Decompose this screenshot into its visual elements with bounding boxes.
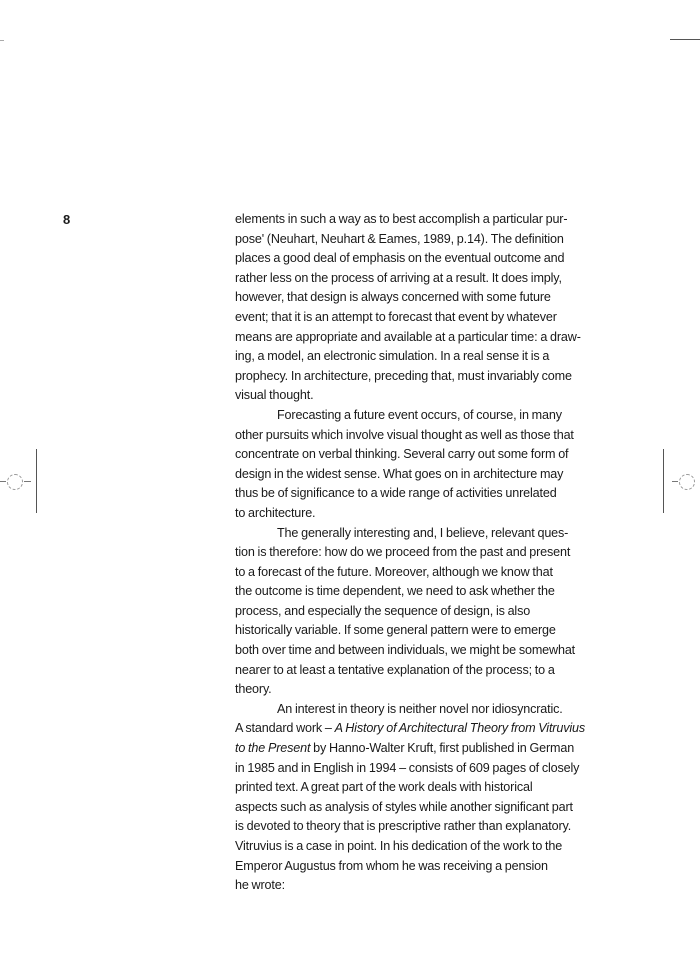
text-line: however, that design is always concerned with some future (235, 290, 551, 305)
text-run: by Hanno-Walter Kruft, first published in German (310, 741, 575, 756)
text-line: concentrate on verbal thinking. Several carry out some form of (235, 447, 569, 462)
body-text (235, 210, 595, 896)
book-title: to the Present (235, 741, 311, 756)
text-line: places a good deal of emphasis on the eventual outcome and (235, 251, 565, 266)
text-line: is devoted to theory that is prescriptive rather than explanatory. (235, 819, 572, 834)
text-line: pose' (Neuhart, Neuhart & Eames, 1989, p.14). The definition (235, 231, 564, 246)
text-line: An interest in theory is neither novel nor idiosyncratic. (277, 701, 563, 716)
text-line: process, and especially the sequence of design, is also (235, 603, 531, 618)
text-line: nearer to at least a tentative explanation of the process; to a (235, 662, 555, 677)
text-line: prophecy. In architecture, preceding that, must invariably come (235, 368, 572, 383)
crop-mark-left-vertical (36, 449, 37, 513)
book-title: A History of Architectural Theory from Vitruvius (334, 721, 585, 736)
text-line: in 1985 and in English in 1994 – consists of 609 pages of closely (235, 760, 580, 775)
text-line: rather less on the process of arriving at a result. It does imply, (235, 270, 562, 285)
text-line: to architecture. (235, 505, 316, 520)
text-line: The generally interesting and, I believe, relevant ques- (277, 525, 569, 540)
text-line (235, 719, 595, 739)
text-line: printed text. A great part of the work deals with historical (235, 780, 533, 795)
text-line: historically variable. If some general pattern were to emerge (235, 623, 556, 638)
text-line: the outcome is time dependent, we need to ask whether the (235, 584, 555, 599)
text-run: A standard work – (235, 721, 335, 736)
text-line: visual thought. (235, 388, 314, 403)
text-line (235, 739, 595, 759)
text-line: to a forecast of the future. Moreover, although we know that (235, 564, 553, 579)
text-line: theory. (235, 682, 272, 697)
registration-tick-right (672, 481, 678, 482)
registration-mark-right (679, 474, 695, 490)
text-line: means are appropriate and available at a particular time: a draw- (235, 329, 581, 344)
text-line: aspects such as analysis of styles while another significant part (235, 799, 573, 814)
page-number: 8 (63, 212, 71, 227)
text-line: thus be of significance to a wide range of activities unrelated (235, 486, 557, 501)
text-line: Forecasting a future event occurs, of course, in many (277, 407, 562, 422)
crop-mark-right-vertical (663, 449, 664, 513)
text-line: other pursuits which involve visual thought as well as those that (235, 427, 574, 442)
registration-tick-left-2 (24, 481, 31, 482)
text-line: tion is therefore: how do we proceed from the past and present (235, 545, 571, 560)
crop-mark-top-right (670, 39, 700, 40)
text-line: event; that it is an attempt to forecast that event by whatever (235, 309, 557, 324)
text-line: Vitruvius is a case in point. In his dedication of the work to the (235, 839, 563, 853)
text-line: Emperor Augustus from whom he was receiving a pension (235, 858, 548, 873)
text-line: design in the widest sense. What goes on in architecture may (235, 466, 564, 481)
registration-tick-left (0, 481, 6, 482)
text-line: ing, a model, an electronic simulation. In a real sense it is a (235, 349, 550, 364)
crop-mark-top-left (0, 40, 4, 41)
text-line: he wrote: (235, 878, 285, 893)
registration-mark-left (7, 474, 23, 490)
text-line: elements in such a way as to best accomplish a particular pur- (235, 212, 568, 226)
text-line: both over time and between individuals, we might be somewhat (235, 643, 576, 658)
